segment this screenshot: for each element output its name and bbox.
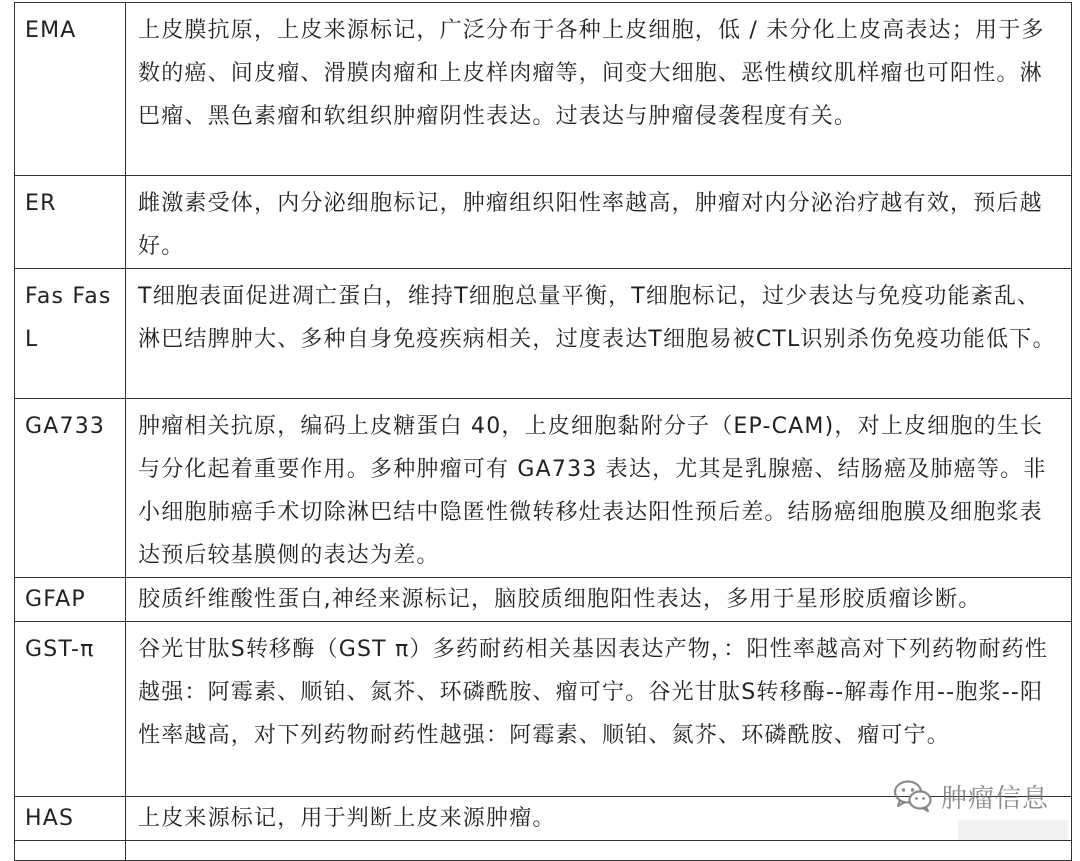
table-row [15,3,1072,176]
table-row [15,797,1072,841]
watermark-shade [958,820,1068,840]
marker-name: GST-π [15,622,126,797]
marker-name: Fas FasL [15,269,126,399]
marker-name: GFAP [15,578,126,622]
table-row [15,578,1072,622]
marker-name: ER [15,176,126,269]
table-row [15,269,1072,399]
marker-description: 上皮膜抗原，上皮来源标记，广泛分布于各种上皮细胞，低 / 未分化上皮高表达；用于多数的癌、间皮瘤、滑膜肉瘤和上皮样肉瘤等，间变大细胞、恶性横纹肌样瘤也可阳性。淋巴瘤、黑色素瘤和软组织肿瘤阴性表达。过表达与肿瘤侵袭程度有关。 [126,3,1072,176]
marker-table [14,2,1072,861]
marker-description: 胶质纤维酸性蛋白,神经来源标记，脑胶质细胞阳性表达，多用于星形胶质瘤诊断。 [126,578,1072,622]
marker-name: EMA [15,3,126,176]
table-row [15,841,1072,861]
marker-description: 谷光甘肽S转移酶（GST π）多药耐药相关基因表达产物，：阳性率越高对下列药物耐药性越强：阿霉素、顺铂、氮芥、环磷酰胺、瘤可宁。谷光甘肽S转移酶--解毒作用--胞浆--阳性率越高，对下列药物耐药性越强：阿霉素、顺铂、氮芥、环磷酰胺、瘤可宁。 [126,622,1072,797]
marker-description: 雌激素受体，内分泌细胞标记，肿瘤组织阳性率越高，肿瘤对内分泌治疗越有效，预后越好。 [126,176,1072,269]
table-row [15,399,1072,578]
marker-description [126,841,1072,861]
marker-name: GA733 [15,399,126,578]
marker-description: 肿瘤相关抗原，编码上皮糖蛋白 40，上皮细胞黏附分子（EP-CAM)，对上皮细胞的生长与分化起着重要作用。多种肿瘤可有 GA733 表达，尤其是乳腺癌、结肠癌及肺癌等。非小细胞肺癌手术切除淋巴结中隐匿性微转移灶表达阳性预后差。结肠癌细胞膜及细胞浆表达预后较基膜侧的表达为差。 [126,399,1072,578]
watermark-text: 肿瘤信息 [941,783,1050,814]
marker-name: HAS [15,797,126,841]
marker-description: T细胞表面促进凋亡蛋白，维持T细胞总量平衡，T细胞标记，过少表达与免疫功能紊乱、淋巴结脾肿大、多种自身免疫疾病相关，过度表达T细胞易被CTL识别杀伤免疫功能低下。 [126,269,1072,399]
table-row [15,622,1072,797]
marker-name [15,841,126,861]
table-row [15,176,1072,269]
marker-description: 上皮来源标记，用于判断上皮来源肿瘤。 [126,797,1072,841]
